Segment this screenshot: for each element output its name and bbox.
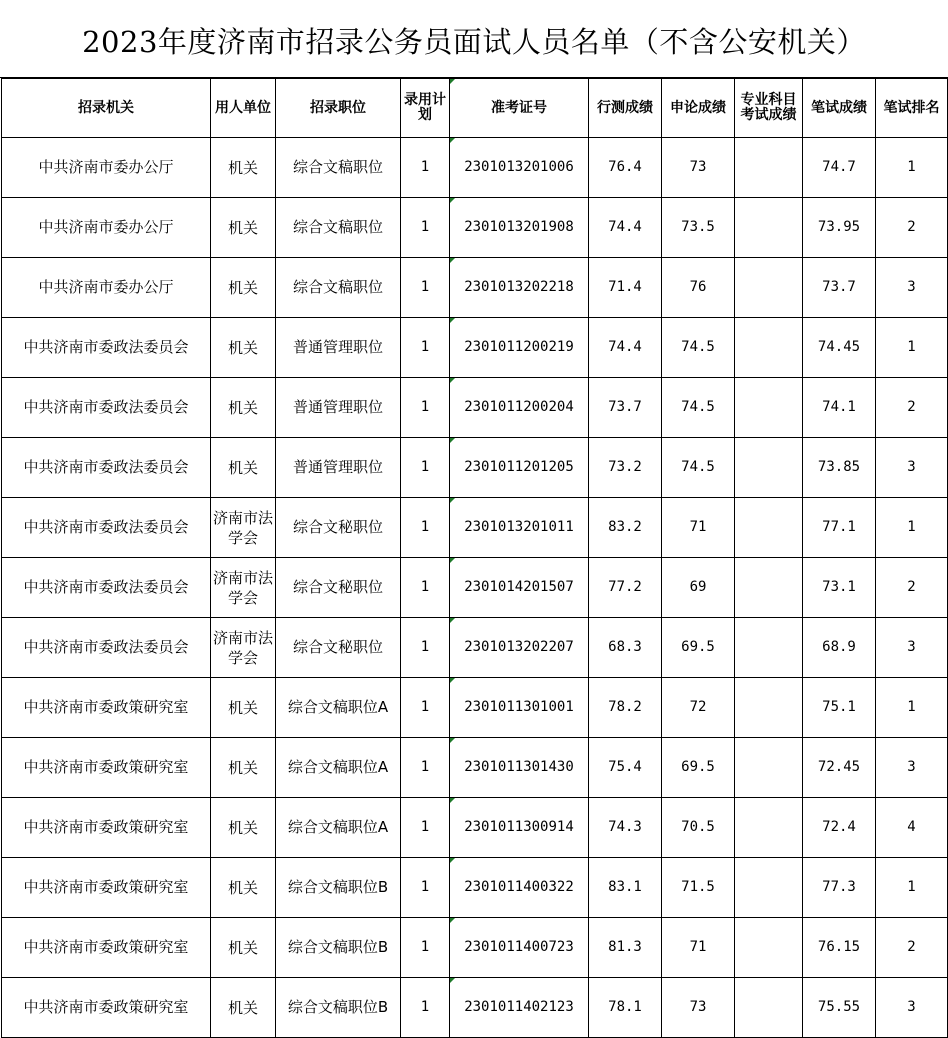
table-row bbox=[2, 918, 948, 978]
cell-position: 普通管理职位 bbox=[276, 438, 401, 498]
cell-plan: 1 bbox=[401, 258, 450, 318]
cell-agency: 中共济南市委办公厅 bbox=[2, 258, 211, 318]
cell-special bbox=[735, 258, 803, 318]
cell-shenlun: 72 bbox=[662, 678, 735, 738]
cell-written: 73.7 bbox=[803, 258, 876, 318]
header-xingce: 行测成绩 bbox=[589, 79, 662, 138]
cell-rank: 1 bbox=[876, 498, 948, 558]
cell-position: 综合文稿职位A bbox=[276, 798, 401, 858]
header-unit: 用人单位 bbox=[211, 79, 276, 138]
cell-agency: 中共济南市委政策研究室 bbox=[2, 798, 211, 858]
cell-xingce: 73.7 bbox=[589, 378, 662, 438]
table-row bbox=[2, 738, 948, 798]
cell-special bbox=[735, 198, 803, 258]
header-special: 专业科目考试成绩 bbox=[735, 79, 803, 138]
cell-ticket: 2301011301001 bbox=[450, 678, 589, 738]
table-header-row bbox=[2, 79, 948, 138]
cell-written: 68.9 bbox=[803, 618, 876, 678]
cell-agency: 中共济南市委政法委员会 bbox=[2, 558, 211, 618]
table-row bbox=[2, 498, 948, 558]
cell-ticket: 2301011201205 bbox=[450, 438, 589, 498]
cell-plan: 1 bbox=[401, 798, 450, 858]
cell-ticket: 2301013202207 bbox=[450, 618, 589, 678]
cell-ticket: 2301013201011 bbox=[450, 498, 589, 558]
cell-ticket: 2301011200219 bbox=[450, 318, 589, 378]
cell-xingce: 75.4 bbox=[589, 738, 662, 798]
header-plan: 录用计划 bbox=[401, 79, 450, 138]
cell-agency: 中共济南市委政策研究室 bbox=[2, 978, 211, 1038]
cell-unit: 济南市法学会 bbox=[211, 618, 276, 678]
cell-written: 76.15 bbox=[803, 918, 876, 978]
cell-ticket: 2301013201006 bbox=[450, 138, 589, 198]
cell-rank: 4 bbox=[876, 798, 948, 858]
cell-written: 74.7 bbox=[803, 138, 876, 198]
cell-special bbox=[735, 618, 803, 678]
cell-unit: 机关 bbox=[211, 378, 276, 438]
cell-unit: 机关 bbox=[211, 738, 276, 798]
cell-ticket: 2301011301430 bbox=[450, 738, 589, 798]
table-row bbox=[2, 678, 948, 738]
cell-unit: 机关 bbox=[211, 858, 276, 918]
cell-unit: 机关 bbox=[211, 918, 276, 978]
cell-agency: 中共济南市委办公厅 bbox=[2, 198, 211, 258]
cell-plan: 1 bbox=[401, 678, 450, 738]
cell-xingce: 71.4 bbox=[589, 258, 662, 318]
cell-shenlun: 69.5 bbox=[662, 618, 735, 678]
cell-plan: 1 bbox=[401, 558, 450, 618]
cell-shenlun: 71 bbox=[662, 498, 735, 558]
cell-special bbox=[735, 318, 803, 378]
table-row bbox=[2, 978, 948, 1038]
cell-shenlun: 71 bbox=[662, 918, 735, 978]
table-row bbox=[2, 558, 948, 618]
cell-unit: 机关 bbox=[211, 798, 276, 858]
cell-plan: 1 bbox=[401, 438, 450, 498]
cell-xingce: 73.2 bbox=[589, 438, 662, 498]
cell-shenlun: 71.5 bbox=[662, 858, 735, 918]
table-body bbox=[2, 138, 948, 1038]
cell-position: 综合文稿职位 bbox=[276, 258, 401, 318]
cell-rank: 2 bbox=[876, 378, 948, 438]
cell-shenlun: 69.5 bbox=[662, 738, 735, 798]
cell-written: 75.1 bbox=[803, 678, 876, 738]
cell-written: 74.45 bbox=[803, 318, 876, 378]
cell-position: 普通管理职位 bbox=[276, 378, 401, 438]
cell-xingce: 74.4 bbox=[589, 318, 662, 378]
cell-xingce: 81.3 bbox=[589, 918, 662, 978]
cell-written: 77.1 bbox=[803, 498, 876, 558]
cell-rank: 2 bbox=[876, 558, 948, 618]
cell-special bbox=[735, 558, 803, 618]
cell-agency: 中共济南市委政策研究室 bbox=[2, 858, 211, 918]
cell-unit: 机关 bbox=[211, 438, 276, 498]
table-row bbox=[2, 138, 948, 198]
cell-position: 综合文稿职位A bbox=[276, 678, 401, 738]
header-rank: 笔试排名 bbox=[876, 79, 948, 138]
cell-rank: 3 bbox=[876, 258, 948, 318]
header-written: 笔试成绩 bbox=[803, 79, 876, 138]
cell-xingce: 83.1 bbox=[589, 858, 662, 918]
cell-special bbox=[735, 498, 803, 558]
table-row bbox=[2, 318, 948, 378]
cell-rank: 3 bbox=[876, 738, 948, 798]
cell-rank: 1 bbox=[876, 858, 948, 918]
cell-rank: 1 bbox=[876, 138, 948, 198]
cell-special bbox=[735, 138, 803, 198]
cell-shenlun: 73 bbox=[662, 138, 735, 198]
cell-xingce: 74.3 bbox=[589, 798, 662, 858]
cell-position: 综合文稿职位B bbox=[276, 978, 401, 1038]
header-position: 招录职位 bbox=[276, 79, 401, 138]
cell-position: 综合文稿职位 bbox=[276, 198, 401, 258]
cell-unit: 机关 bbox=[211, 198, 276, 258]
cell-position: 综合文稿职位B bbox=[276, 858, 401, 918]
cell-agency: 中共济南市委政法委员会 bbox=[2, 378, 211, 438]
cell-position: 综合文秘职位 bbox=[276, 558, 401, 618]
cell-plan: 1 bbox=[401, 318, 450, 378]
header-shenlun: 申论成绩 bbox=[662, 79, 735, 138]
cell-written: 73.85 bbox=[803, 438, 876, 498]
cell-xingce: 83.2 bbox=[589, 498, 662, 558]
cell-position: 普通管理职位 bbox=[276, 318, 401, 378]
cell-ticket: 2301011400322 bbox=[450, 858, 589, 918]
cell-agency: 中共济南市委政策研究室 bbox=[2, 738, 211, 798]
cell-ticket: 2301011400723 bbox=[450, 918, 589, 978]
cell-shenlun: 70.5 bbox=[662, 798, 735, 858]
cell-shenlun: 74.5 bbox=[662, 438, 735, 498]
cell-rank: 1 bbox=[876, 678, 948, 738]
cell-xingce: 68.3 bbox=[589, 618, 662, 678]
cell-xingce: 77.2 bbox=[589, 558, 662, 618]
cell-rank: 1 bbox=[876, 318, 948, 378]
cell-rank: 2 bbox=[876, 918, 948, 978]
cell-agency: 中共济南市委办公厅 bbox=[2, 138, 211, 198]
cell-ticket: 2301011402123 bbox=[450, 978, 589, 1038]
header-agency: 招录机关 bbox=[2, 79, 211, 138]
cell-ticket: 2301013201908 bbox=[450, 198, 589, 258]
cell-special bbox=[735, 918, 803, 978]
candidate-table bbox=[1, 78, 948, 1038]
cell-unit: 济南市法学会 bbox=[211, 558, 276, 618]
cell-xingce: 78.1 bbox=[589, 978, 662, 1038]
table-row bbox=[2, 438, 948, 498]
cell-plan: 1 bbox=[401, 738, 450, 798]
cell-unit: 机关 bbox=[211, 978, 276, 1038]
table-row bbox=[2, 258, 948, 318]
table-row bbox=[2, 858, 948, 918]
cell-agency: 中共济南市委政法委员会 bbox=[2, 318, 211, 378]
cell-written: 72.45 bbox=[803, 738, 876, 798]
cell-shenlun: 74.5 bbox=[662, 378, 735, 438]
header-ticket: 准考证号 bbox=[450, 79, 589, 138]
cell-plan: 1 bbox=[401, 498, 450, 558]
cell-position: 综合文秘职位 bbox=[276, 498, 401, 558]
cell-plan: 1 bbox=[401, 138, 450, 198]
cell-shenlun: 74.5 bbox=[662, 318, 735, 378]
cell-plan: 1 bbox=[401, 378, 450, 438]
document-title: 2023年度济南市招录公务员面试人员名单（不含公安机关） bbox=[0, 0, 948, 78]
cell-unit: 机关 bbox=[211, 678, 276, 738]
cell-special bbox=[735, 798, 803, 858]
cell-position: 综合文稿职位A bbox=[276, 738, 401, 798]
cell-position: 综合文稿职位B bbox=[276, 918, 401, 978]
cell-shenlun: 73 bbox=[662, 978, 735, 1038]
cell-shenlun: 69 bbox=[662, 558, 735, 618]
table-row bbox=[2, 378, 948, 438]
cell-plan: 1 bbox=[401, 978, 450, 1038]
cell-plan: 1 bbox=[401, 858, 450, 918]
cell-agency: 中共济南市委政法委员会 bbox=[2, 438, 211, 498]
cell-agency: 中共济南市委政法委员会 bbox=[2, 618, 211, 678]
cell-rank: 3 bbox=[876, 978, 948, 1038]
cell-ticket: 2301014201507 bbox=[450, 558, 589, 618]
cell-xingce: 76.4 bbox=[589, 138, 662, 198]
cell-position: 综合文秘职位 bbox=[276, 618, 401, 678]
cell-unit: 机关 bbox=[211, 258, 276, 318]
table-row bbox=[2, 198, 948, 258]
cell-written: 74.1 bbox=[803, 378, 876, 438]
cell-rank: 3 bbox=[876, 438, 948, 498]
cell-written: 73.1 bbox=[803, 558, 876, 618]
cell-agency: 中共济南市委政策研究室 bbox=[2, 918, 211, 978]
cell-ticket: 2301013202218 bbox=[450, 258, 589, 318]
cell-xingce: 78.2 bbox=[589, 678, 662, 738]
cell-ticket: 2301011300914 bbox=[450, 798, 589, 858]
cell-written: 73.95 bbox=[803, 198, 876, 258]
cell-special bbox=[735, 738, 803, 798]
cell-special bbox=[735, 378, 803, 438]
cell-written: 75.55 bbox=[803, 978, 876, 1038]
cell-xingce: 74.4 bbox=[589, 198, 662, 258]
cell-special bbox=[735, 858, 803, 918]
cell-plan: 1 bbox=[401, 198, 450, 258]
cell-position: 综合文稿职位 bbox=[276, 138, 401, 198]
cell-shenlun: 73.5 bbox=[662, 198, 735, 258]
cell-special bbox=[735, 438, 803, 498]
cell-agency: 中共济南市委政法委员会 bbox=[2, 498, 211, 558]
cell-shenlun: 76 bbox=[662, 258, 735, 318]
cell-unit: 济南市法学会 bbox=[211, 498, 276, 558]
cell-agency: 中共济南市委政策研究室 bbox=[2, 678, 211, 738]
cell-ticket: 2301011200204 bbox=[450, 378, 589, 438]
cell-written: 72.4 bbox=[803, 798, 876, 858]
cell-rank: 3 bbox=[876, 618, 948, 678]
cell-rank: 2 bbox=[876, 198, 948, 258]
cell-special bbox=[735, 978, 803, 1038]
cell-written: 77.3 bbox=[803, 858, 876, 918]
cell-plan: 1 bbox=[401, 918, 450, 978]
table-row bbox=[2, 798, 948, 858]
table-row bbox=[2, 618, 948, 678]
cell-unit: 机关 bbox=[211, 138, 276, 198]
cell-special bbox=[735, 678, 803, 738]
cell-plan: 1 bbox=[401, 618, 450, 678]
cell-unit: 机关 bbox=[211, 318, 276, 378]
